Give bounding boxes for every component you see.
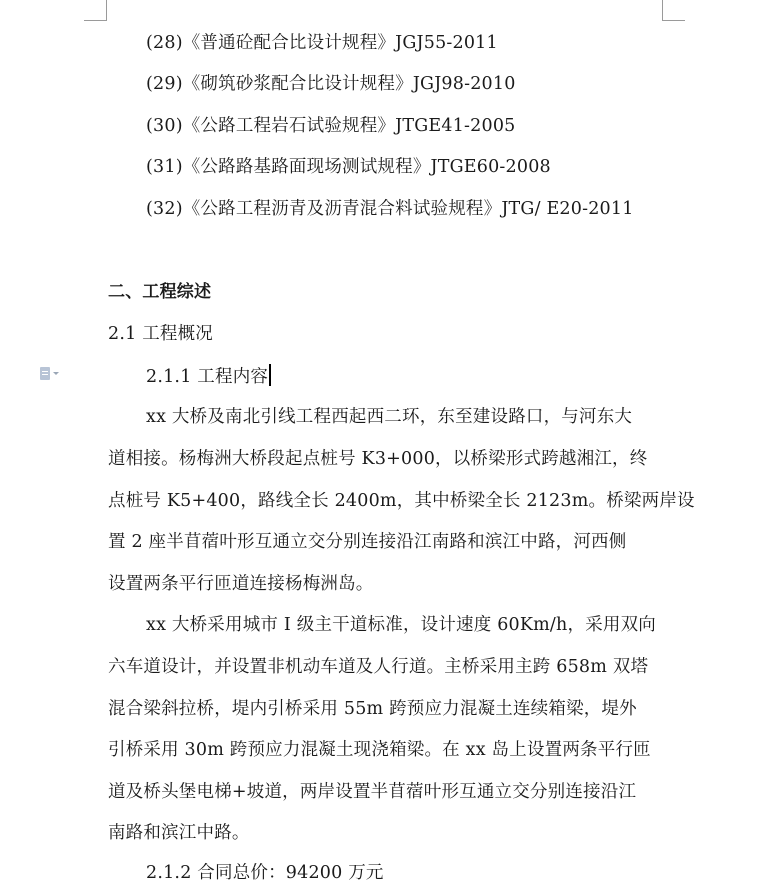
paragraph-line: 道及桥头堡电梯+坡道，两岸设置半苜蓿叶形互通立交分别连接沿江 bbox=[108, 782, 637, 802]
subsection-heading: 2.1 工程概况 bbox=[108, 324, 213, 344]
subsubsection-text: 2.1.1 工程内容 bbox=[146, 367, 269, 387]
paragraph-line: xx 大桥采用城市 I 级主干道标准，设计速度 60Km/h，采用双向 bbox=[146, 615, 657, 635]
dropdown-caret-icon bbox=[53, 372, 59, 375]
paragraph-line: 南路和滨江中路。 bbox=[108, 823, 250, 843]
next-subsubsection-heading: 2.1.2 合同总价：94200 万元 bbox=[146, 863, 384, 883]
paragraph-doc-icon[interactable] bbox=[40, 365, 66, 381]
section-heading: 二、工程综述 bbox=[108, 282, 212, 302]
paragraph-line: 道相接。杨梅洲大桥段起点桩号 K3+000，以桥梁形式跨越湘江，终 bbox=[108, 449, 648, 469]
top-right-margin-mark bbox=[662, 0, 685, 21]
paragraph-line: 置 2 座半苜蓿叶形互通立交分别连接沿江南路和滨江中路，河西侧 bbox=[108, 532, 627, 552]
subsubsection-heading[interactable] bbox=[146, 364, 271, 389]
paragraph-doc-icon bbox=[40, 367, 50, 380]
paragraph-line: 六车道设计，并设置非机动车道及人行道。主桥采用主跨 658m 双塔 bbox=[108, 657, 649, 677]
paragraph-line: 引桥采用 30m 跨预应力混凝土现浇箱梁。在 xx 岛上设置两条平行匝 bbox=[108, 740, 651, 760]
reference-item: (30)《公路工程岩石试验规程》JTGE41-2005 bbox=[146, 116, 516, 136]
paragraph-line: xx 大桥及南北引线工程西起西二环，东至建设路口，与河东大 bbox=[146, 407, 633, 427]
reference-item: (28)《普通砼配合比设计规程》JGJ55-2011 bbox=[146, 33, 498, 53]
paragraph-line: 混合梁斜拉桥，堤内引桥采用 55m 跨预应力混凝土连续箱梁，堤外 bbox=[108, 699, 637, 719]
reference-item: (31)《公路路基路面现场测试规程》JTGE60-2008 bbox=[146, 157, 551, 177]
reference-item: (32)《公路工程沥青及沥青混合料试验规程》JTG/ E20-2011 bbox=[146, 199, 634, 219]
text-cursor bbox=[269, 364, 271, 386]
paragraph-line: 点桩号 K5+400，路线全长 2400m，其中桥梁全长 2123m。桥梁两岸设 bbox=[108, 491, 695, 511]
paragraph-line: 设置两条平行匝道连接杨梅洲岛。 bbox=[108, 574, 374, 594]
top-left-margin-mark bbox=[84, 0, 107, 21]
reference-item: (29)《砌筑砂浆配合比设计规程》JGJ98-2010 bbox=[146, 74, 516, 94]
